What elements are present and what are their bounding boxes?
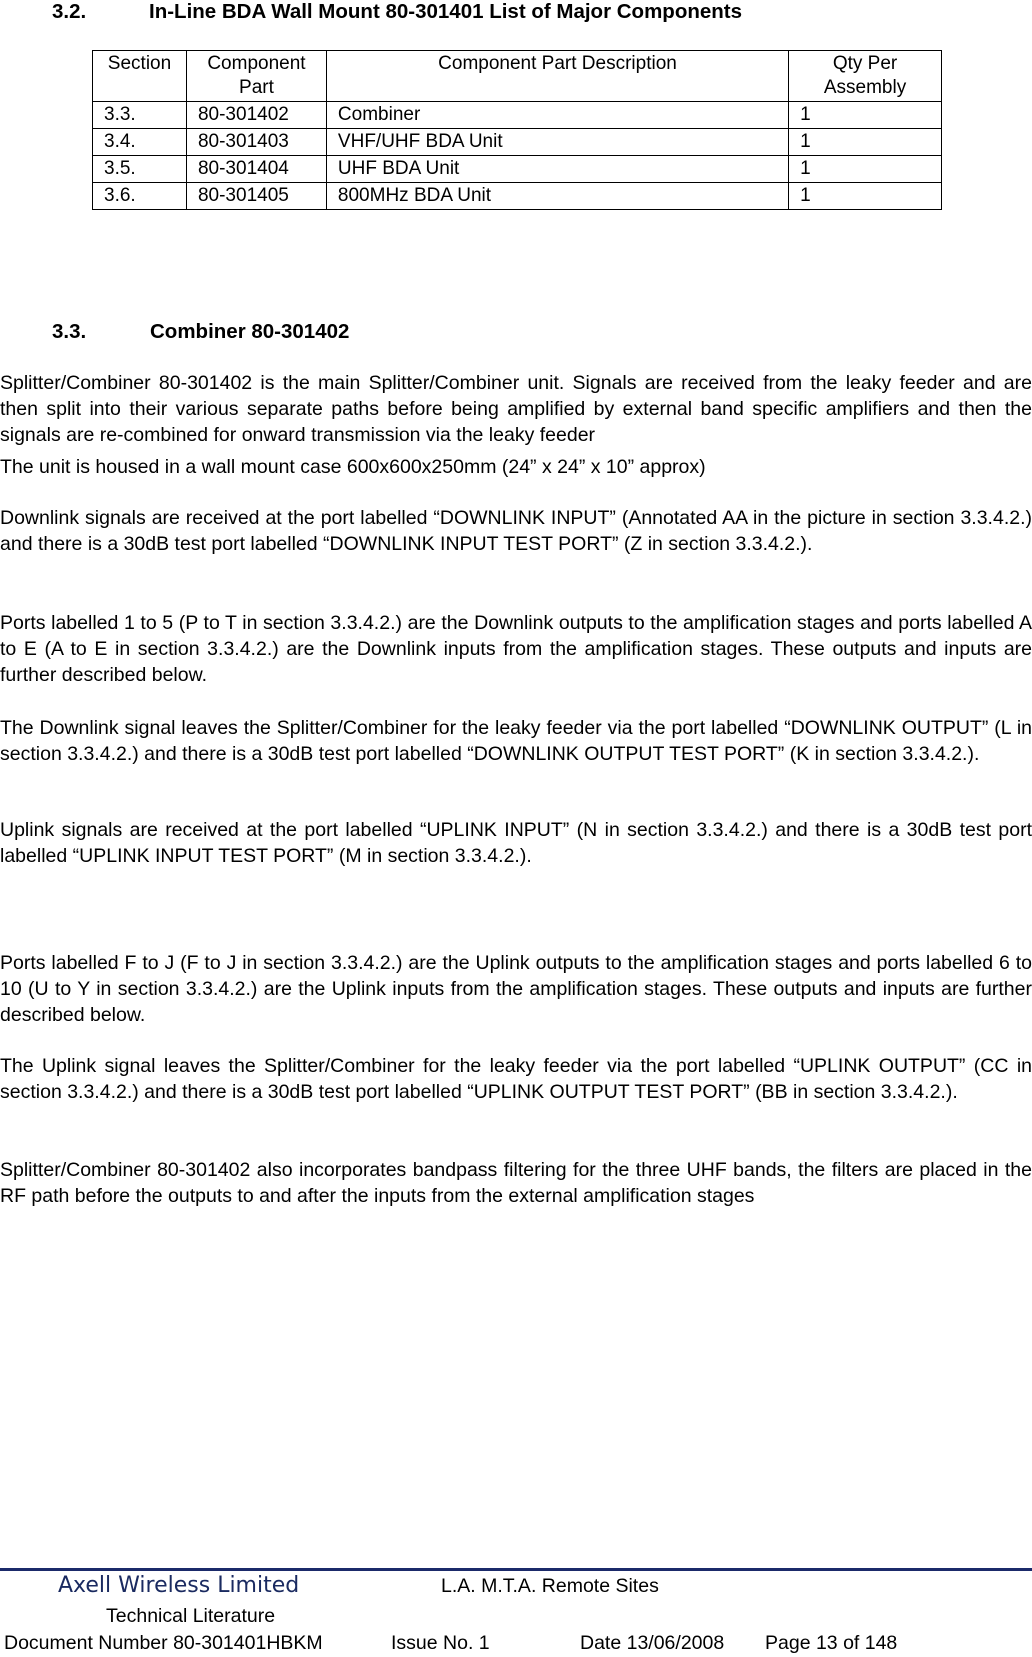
paragraph-housing: The unit is housed in a wall mount case 600x600x250mm (24” x 24” x 10” approx) <box>0 456 706 478</box>
paragraph-bandpass: Splitter/Combiner 80-301402 also incorporates bandpass filtering for the three UHF bands, the filters are placed in the RF path before the outputs to and after the inputs from the external amplification stages <box>0 1159 1032 1207</box>
section-number: 3.3. <box>52 320 87 343</box>
footer-site: L.A. M.T.A. Remote Sites <box>441 1575 659 1597</box>
paragraph-uplink-output: The Uplink signal leaves the Splitter/Combiner for the leaky feeder via the port labelled “UPLINK OUTPUT” (CC in section 3.3.4.2.) and there is a 30dB test port labelled “UPLINK OUTPUT TEST PORT” (BB in section 3.3.4.2.). <box>0 1055 1032 1103</box>
cell-part: 80-301404 <box>186 156 326 183</box>
table-row <box>93 102 942 129</box>
cell-part: 80-301402 <box>186 102 326 129</box>
header-description: Component Part Description <box>326 51 788 102</box>
cell-qty: 1 <box>789 156 942 183</box>
footer-page: Page 13 of 148 <box>765 1632 898 1654</box>
table-row <box>93 129 942 156</box>
section-title: In-Line BDA Wall Mount 80-301401 List of Major Components <box>149 0 743 23</box>
cell-qty: 1 <box>789 129 942 156</box>
table-row <box>93 156 942 183</box>
cell-description: 800MHz BDA Unit <box>326 183 788 210</box>
footer-document-number: Document Number 80-301401HBKM <box>4 1632 323 1654</box>
cell-section: 3.3. <box>93 102 187 129</box>
footer-date: Date 13/06/2008 <box>580 1632 725 1654</box>
cell-part: 80-301403 <box>186 129 326 156</box>
paragraph-downlink-input: Downlink signals are received at the port labelled “DOWNLINK INPUT” (Annotated AA in the picture in section 3.3.4.2.) and there is a 30dB test port labelled “DOWNLINK INPUT TEST PORT” (Z in section 3.3.4.2.). <box>0 507 1032 555</box>
cell-description: VHF/UHF BDA Unit <box>326 129 788 156</box>
cell-section: 3.4. <box>93 129 187 156</box>
cell-section: 3.5. <box>93 156 187 183</box>
cell-qty: 1 <box>789 183 942 210</box>
cell-part: 80-301405 <box>186 183 326 210</box>
paragraph-uplink-ports: Ports labelled F to J (F to J in section 3.3.4.2.) are the Uplink outputs to the amplification stages and ports labelled 6 to 10 (U to Y in section 3.3.4.2.) are the Uplink inputs from the amplification stages. These outputs and inputs are further described below. <box>0 952 1032 1026</box>
footer-divider <box>0 1568 1032 1571</box>
header-section: Section <box>93 51 187 102</box>
paragraph-intro: Splitter/Combiner 80-301402 is the main Splitter/Combiner unit. Signals are received from the leaky feeder and are then split into their various separate paths before being amplified by external band specific amplifiers and then the signals are re-combined for onward transmission via the leaky feeder <box>0 372 1032 446</box>
section-title: Combiner 80-301402 <box>150 320 350 343</box>
company-name: Axell Wireless Limited <box>58 1573 300 1598</box>
table-header-row <box>93 51 942 102</box>
cell-description: UHF BDA Unit <box>326 156 788 183</box>
paragraph-downlink-ports: Ports labelled 1 to 5 (P to T in section 3.3.4.2.) are the Downlink outputs to the amplification stages and ports labelled A to E (A to E in section 3.3.4.2.) are the Downlink inputs from the amplification stages. These outputs and inputs are further described below. <box>0 612 1032 686</box>
paragraph-downlink-output: The Downlink signal leaves the Splitter/Combiner for the leaky feeder via the port labelled “DOWNLINK OUTPUT” (L in section 3.3.4.2.) and there is a 30dB test port labelled “DOWNLINK OUTPUT TEST PORT” (K in section 3.3.4.2.). <box>0 717 1032 765</box>
footer-issue: Issue No. 1 <box>391 1632 490 1654</box>
footer-literature: Technical Literature <box>106 1605 276 1627</box>
paragraph-uplink-input: Uplink signals are received at the port labelled “UPLINK INPUT” (N in section 3.3.4.2.) and there is a 30dB test port labelled “UPLINK INPUT TEST PORT” (M in section 3.3.4.2.). <box>0 819 1032 867</box>
header-component-part: Component Part <box>186 51 326 102</box>
header-qty: Qty Per Assembly <box>789 51 942 102</box>
components-table <box>92 50 942 210</box>
cell-qty: 1 <box>789 102 942 129</box>
cell-description: Combiner <box>326 102 788 129</box>
cell-section: 3.6. <box>93 183 187 210</box>
section-number: 3.2. <box>52 0 87 23</box>
table-row <box>93 183 942 210</box>
